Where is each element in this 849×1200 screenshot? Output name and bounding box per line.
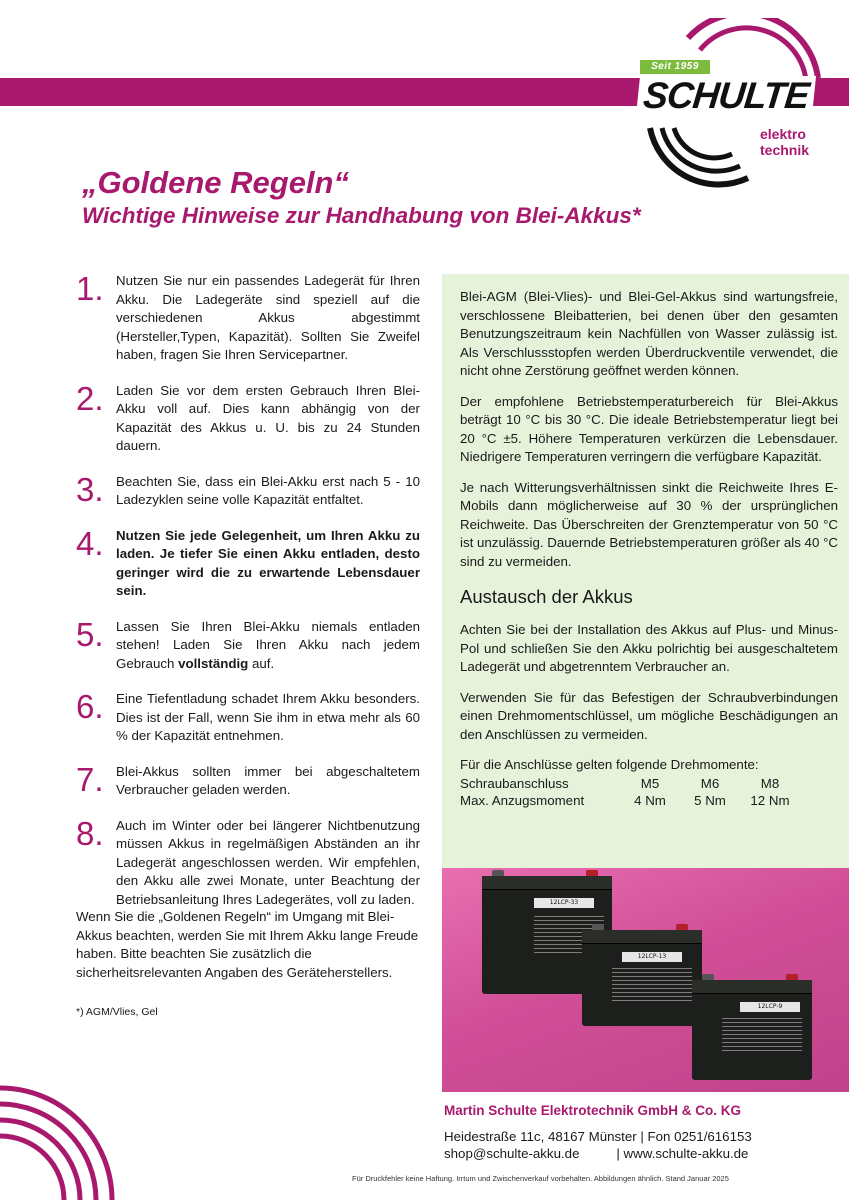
info-paragraph: Achten Sie bei der Installation des Akkus auf Plus- und Minus-Pol und schließen Sie den Akku polrichtig bei ausgeschaltetem Ladegerät und abgetrenntem Verbraucher an. bbox=[460, 622, 838, 674]
battery-label: 12LCP-13 bbox=[622, 952, 682, 962]
info-paragraph: Verwenden Sie für das Befestigen der Schraubverbindungen einen Drehmomentschlüssel, um mögliche Beschädigungen an den Anschlüssen zu vermeiden. bbox=[460, 689, 838, 742]
info-panel-content bbox=[460, 288, 838, 809]
logo-since-badge: Seit 1959 bbox=[640, 60, 710, 74]
table-cell: M5 bbox=[640, 775, 660, 791]
company-contact: shop@schulte-akku.de | www.schulte-akku.de bbox=[444, 1146, 749, 1161]
decorative-arcs bbox=[0, 1080, 130, 1200]
rule-number: 3. bbox=[76, 470, 104, 508]
rule-text: Blei-Akkus sollten immer bei abgeschaltetem Verbraucher geladen werden. bbox=[116, 763, 420, 797]
rule-text: Laden Sie vor dem ersten Gebrauch Ihren Blei-Akku voll auf. Dies kann abhängig von der Kapazität des Akkus u. U. bis zu 24 Stunden dauern. bbox=[116, 382, 420, 453]
battery-label: 12LCP-9 bbox=[740, 1002, 800, 1012]
rule-text bbox=[116, 618, 420, 674]
rule-number: 1. bbox=[76, 270, 104, 307]
battery-label: 12LCP-33 bbox=[534, 898, 594, 908]
info-paragraph: Der empfohlene Betriebstemperaturbereich für Blei-Akkus beträgt 10 °C bis 30 °C. Die ideale Betriebstemperatur liegt bei 20 °C ±5. Höhere Temperaturen verkürzen die Lebensdauer. Niedrigere Temperaturen verringern die verfügbare Kapazität. bbox=[460, 393, 838, 464]
rule-text: Beachten Sie, dass ein Blei-Akku erst nach 5 - 10 Ladezyklen seine volle Kapazität entfaltet. bbox=[116, 473, 420, 507]
closing-paragraph: Wenn Sie die „Goldenen Regeln“ im Umgang mit Blei-Akkus beachten, werden Sie mit Ihrem Akku lange Freude haben. Bitte beachten Sie zusätzlich die sicherheitsrelevanten Angaben des Geräteherstellers. bbox=[76, 909, 419, 980]
rule-number: 8. bbox=[76, 814, 104, 852]
info-panel bbox=[442, 274, 849, 868]
rule-number: 5. bbox=[76, 615, 104, 653]
logo-wordmark: SCHULTE bbox=[636, 76, 816, 116]
disclaimer: Für Druckfehler keine Haftung. Irrtum und Zwischenverkauf vorbehalten. Abbildungen ähnlich. Stand Januar 2025 bbox=[352, 1174, 729, 1183]
rule-text-emphasis: vollständig bbox=[178, 655, 249, 671]
info-paragraph: Blei-AGM (Blei-Vlies)- und Blei-Gel-Akkus sind wartungsfreie, verschlossene Bleibatterien, bei denen über den gesamten Benutzungszeitraum kein Nachfüllen von Wasser zulässig ist. Als Verschlussstopfen werden Überdruckventile verwendet, die nicht ohne Zerstörung geöffnet werden können. bbox=[460, 289, 838, 378]
rules-list bbox=[76, 272, 420, 926]
page-subtitle: Wichtige Hinweise zur Handhabung von Blei-Akkus* bbox=[82, 203, 641, 228]
rule-number: 2. bbox=[76, 379, 104, 417]
rule-number: 7. bbox=[76, 760, 104, 798]
table-cell: M8 bbox=[760, 775, 780, 791]
rule-text-part: auf. bbox=[248, 655, 275, 671]
torque-table bbox=[460, 775, 800, 809]
rule-number: 4. bbox=[76, 524, 104, 562]
table-row bbox=[460, 792, 800, 809]
table-row bbox=[460, 775, 800, 792]
rule-item bbox=[76, 524, 420, 601]
info-heading: Austausch der Akkus bbox=[460, 586, 633, 607]
logo-subtitle-line2: technik bbox=[760, 142, 810, 158]
battery-print bbox=[722, 1018, 802, 1054]
rule-item bbox=[76, 379, 420, 456]
rule-item bbox=[76, 272, 420, 365]
company-name: Martin Schulte Elektrotechnik GmbH & Co. KG bbox=[444, 1103, 742, 1118]
rule-item bbox=[76, 814, 420, 910]
torque-intro: Für die Anschlüsse gelten folgende Drehmomente: bbox=[460, 757, 759, 772]
rule-text: Nutzen Sie jede Gelegenheit, um Ihren Akku zu laden. Je tiefer Sie einen Akku entladen, desto geringer wird die zu erwartende Lebensdauer sein. bbox=[116, 527, 420, 598]
table-cell: 5 Nm bbox=[694, 792, 726, 808]
table-cell: Max. Anzugsmoment bbox=[460, 792, 585, 808]
battery-small bbox=[692, 980, 812, 1080]
page-title: „Goldene Regeln“ bbox=[82, 165, 349, 200]
battery-photo bbox=[442, 868, 849, 1092]
rule-text: Eine Tiefentladung schadet Ihrem Akku besonders. Dies ist der Fall, wenn Sie ihm in etwa mehr als 60 % der Kapazität entnehmen. bbox=[116, 691, 420, 743]
company-address: Heidestraße 11c, 48167 Münster | Fon 0251/616153 bbox=[444, 1129, 752, 1144]
battery-lid bbox=[482, 876, 612, 890]
footnote: *) AGM/Vlies, Gel bbox=[76, 1006, 158, 1018]
rule-text-part: Lassen Sie Ihren Blei-Akku niemals entladen stehen! Laden Sie Ihren Akku nach jedem Gebrauch bbox=[116, 618, 420, 671]
rule-number: 6. bbox=[76, 688, 104, 725]
table-cell: 4 Nm bbox=[634, 792, 666, 808]
battery-lid bbox=[692, 980, 812, 994]
rule-item bbox=[76, 760, 420, 800]
rule-text: Nutzen Sie nur ein passendes Ladegerät für Ihren Akku. Die Ladegeräte sind speziell auf die verschiedenen Akkus abgestimmt (Hersteller,Typen, Kapazität). Sollten Sie Zweifel haben, fragen Sie Ihren Servicepartner. bbox=[116, 273, 420, 362]
rule-text: Auch im Winter oder bei längerer Nichtbenutzung müssen Akkus in regelmäßigen Abständen an ihr Ladegerät angeschlossen werden. Wir empfehlen, den Akku alle zwei Monate, unter Beachtung der Betriebsanleitung Ihres Ladegerätes, voll zu laden. bbox=[116, 817, 420, 907]
battery-medium bbox=[582, 930, 702, 1026]
table-cell: Schraubanschluss bbox=[460, 775, 569, 791]
battery-lid bbox=[582, 930, 702, 944]
table-cell: M6 bbox=[700, 775, 720, 791]
rule-item bbox=[76, 470, 420, 510]
logo-subtitle-line1: elektro bbox=[760, 126, 806, 142]
rule-item bbox=[76, 690, 420, 746]
battery-print bbox=[612, 968, 692, 1002]
schulte-logo bbox=[628, 18, 828, 188]
logo-subtitle bbox=[760, 126, 809, 158]
info-paragraph: Je nach Witterungsverhältnissen sinkt die Reichweite Ihres E-Mobils dann möglicherweise auf 30 % der ursprünglichen Reichweite. Das Überschreiten der Grenztemperatur von 50 °C ist unzulässig. Dauernde Betriebstemperaturen größer als 40 °C sind zu vermeiden. bbox=[460, 479, 838, 569]
table-cell: 12 Nm bbox=[750, 792, 790, 808]
rule-item bbox=[76, 615, 420, 674]
